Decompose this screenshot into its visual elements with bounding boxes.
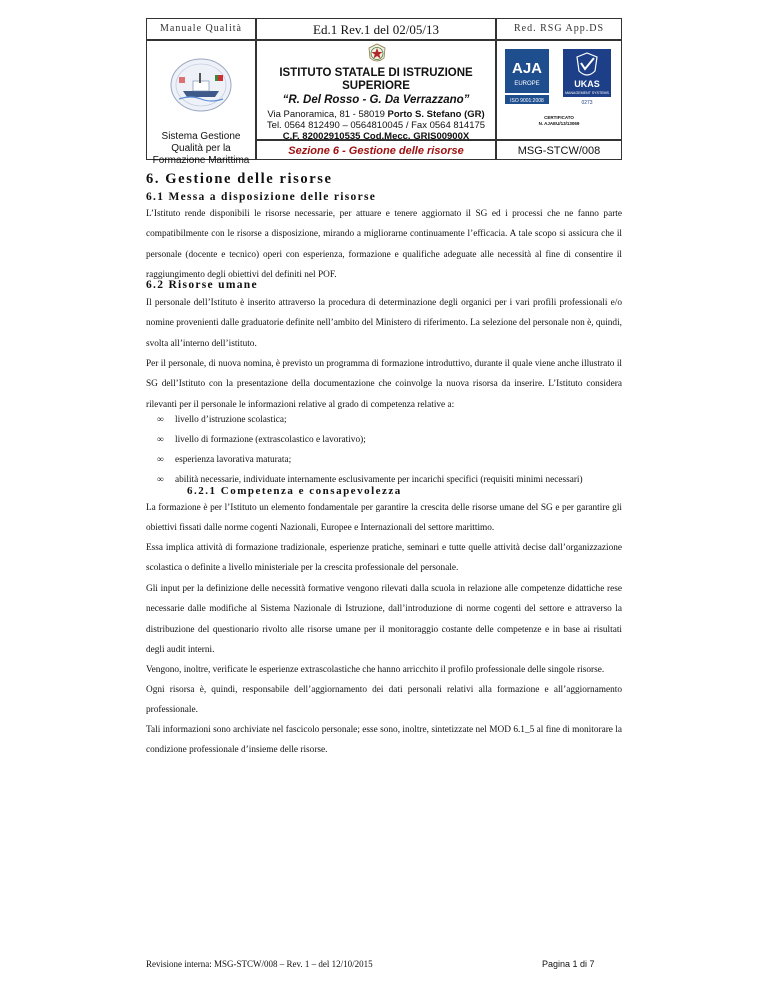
ukas-sub: MANAGEMENT SYSTEMS [565, 91, 609, 95]
ukas-number: 0273 [581, 100, 593, 105]
heading-6: 6. Gestione delle risorse [146, 171, 333, 187]
header-cell-certifications [496, 40, 622, 140]
footer-page-number: Pagina 1 di 7 [542, 959, 595, 969]
header-cell-school-logo [146, 40, 256, 166]
institute-name-line-1: ISTITUTO STATALE DI ISTRUZIONE [279, 67, 473, 79]
heading-6-1: 6.1 Messa a disposizione delle risorse [146, 191, 377, 203]
institute-name-line-3: “R. Del Rosso - G. Da Verrazzano” [282, 94, 470, 106]
manual-title: Manuale Qualità [160, 23, 242, 34]
header-cell-institute [256, 40, 496, 140]
header-cell-manual [146, 18, 256, 40]
bullet-text: esperienza lavorativa maturata; [175, 455, 292, 465]
section-title: Sezione 6 - Gestione delle risorse [288, 145, 464, 157]
address-line-1 [257, 109, 495, 120]
aja-iso: ISO 9001:2008 [510, 98, 544, 104]
aja-label: AJA [511, 60, 543, 77]
paragraph-6-2-b: Per il personale, di nuova nomina, è previsto un programma di formazione introduttivo, durante il quale viene anche illustrato il SG dell’Istituto con la presentazione della documentazione che coinvolge la nuova risorsa da inserire. L’Istituto considera rilevanti per il personale le informazioni relative al grado di competenza relative a: [146, 359, 622, 410]
footer-revision: Revisione interna: MSG-STCW/008 – Rev. 1 – del 12/10/2015 [146, 959, 373, 969]
paragraph-6-2-1-f: Tali informazioni sono archiviate nel fascicolo personale; esse sono, inoltre, sintetizzate nel MOD 6.1_5 al fine di monitorare la condizione professionale d’insieme delle risorse. [146, 725, 622, 756]
paragraph-6-2-a: Il personale dell’Istituto è inserito attraverso la procedura di determinazione degli organici per i vari profili professionali e/o nomine provenienti dalle graduatorie definite nell’ambito del Ministero di riferimento. La selezione del personale non è, quindi, svolta all’interno dell’istituto. [146, 298, 622, 349]
bullet-text: livello di formazione (extrascolastico e lavorativo); [175, 435, 366, 445]
paragraph-6-2-1-c: Gli input per la definizione delle necessità formative vengono rilevati dalla scuola in relazione alle competenze didattiche rese necessarie dalle modifiche al Sistema Nazionale di Istruzione, dall’introduzione di norme cogenti del settore e attraverso la distribuzione del questionario rivolto alle risorse umane per il monitoraggio costante delle competenze e in base ai risultati degli audit interni. [146, 584, 622, 655]
edition-text: Ed.1 Rev.1 del 02/05/13 [313, 22, 439, 37]
bullet-mark: ∞ [157, 415, 164, 425]
aja-certification-logo [505, 49, 549, 105]
bullet-item-3 [157, 455, 291, 465]
caption-line-1: Sistema Gestione [161, 131, 241, 142]
school-ship-logo [165, 55, 237, 115]
address-line-3: C.F. 82002910535 Cod.Mecc. GRIS00900X [282, 131, 470, 142]
header-cell-redaction [496, 18, 622, 40]
header-cell-section [256, 140, 496, 160]
caption-line-3: Formazione Marittima [152, 155, 250, 166]
republic-emblem-icon [367, 43, 387, 65]
institute-name-line-2: SUPERIORE [342, 80, 410, 92]
address-town: Porto S. Stefano (GR) [387, 109, 485, 120]
address-line-2: Tel. 0564 812490 – 0564810045 / Fax 0564 814175 [266, 120, 486, 131]
bullet-mark: ∞ [157, 435, 164, 445]
redaction-text: Red. RSG App.DS [513, 23, 604, 34]
certificate-line-1: CERTIFICATO [544, 115, 574, 120]
header-cell-doc-code [496, 140, 622, 160]
paragraph-6-1: L’Istituto rende disponibili le risorse necessarie, per attuare e tenere aggiornato il SG ed i processi che ne fanno parte compatibilmente con le risorse a disposizione, mirando a migliorarne continuamente l’efficacia. A tale scopo si assicura che il personale (docente e tecnico) operi con esperienza, formazione e qualifiche adeguate alle necessità al fine di consentire il raggiungimento degli obiettivi del definiti nel POF. [146, 209, 622, 280]
bullet-mark: ∞ [157, 455, 164, 465]
document-header [146, 18, 622, 166]
paragraph-6-2-1-d: Vengono, inoltre, verificate le esperienze extrascolastiche che hanno arricchito il profilo professionale delle singole risorse. [146, 665, 605, 675]
heading-6-2: 6.2 Risorse umane [146, 279, 258, 291]
caption-line-2: Qualità per la [171, 143, 231, 154]
paragraph-6-2-1-b: Essa implica attività di formazione tradizionale, esperienze pratiche, seminari e tutte quelle attività decise dall’organizzazione scolastica o definite a livello ministeriale per la crescita professionale del personale. [146, 543, 622, 574]
ukas-certification-logo [563, 49, 611, 105]
bullet-item-1 [157, 415, 287, 425]
certificate-line-2: N. AJAEU/13/13069 [538, 121, 580, 126]
paragraph-6-2-1-a: La formazione è per l’Istituto un elemento fondamentale per garantire la crescita delle risorse umane del SG e per garantire gli obiettivi fissati dalle norme cogenti Nazionali, Europee e Internazionali del settore marittimo. [146, 503, 622, 534]
heading-6-2-1: 6.2.1 Competenza e consapevolezza [187, 485, 402, 497]
address-street: Via Panoramica, 81 - 58019 [267, 109, 388, 120]
bullet-text: abilità necessarie, individuate internamente esclusivamente per incarichi specifici (requisiti minimi necessari) [175, 475, 583, 485]
ukas-label: UKAS [574, 79, 600, 89]
document-code: MSG-STCW/008 [517, 145, 601, 157]
bullet-item-4 [157, 475, 583, 485]
bullet-text: livello d’istruzione scolastica; [175, 415, 287, 425]
header-cell-edition [256, 18, 496, 40]
certificate-text [497, 115, 621, 127]
bullet-mark: ∞ [157, 475, 164, 485]
bullet-item-2 [157, 435, 366, 445]
paragraph-6-2-1-e: Ogni risorsa è, quindi, responsabile dell’aggiornamento dei dati personali relativi alla formazione e all’aggiornamento professionale. [146, 685, 622, 716]
quality-system-caption [147, 131, 255, 167]
aja-sub: EUROPE [514, 81, 540, 87]
